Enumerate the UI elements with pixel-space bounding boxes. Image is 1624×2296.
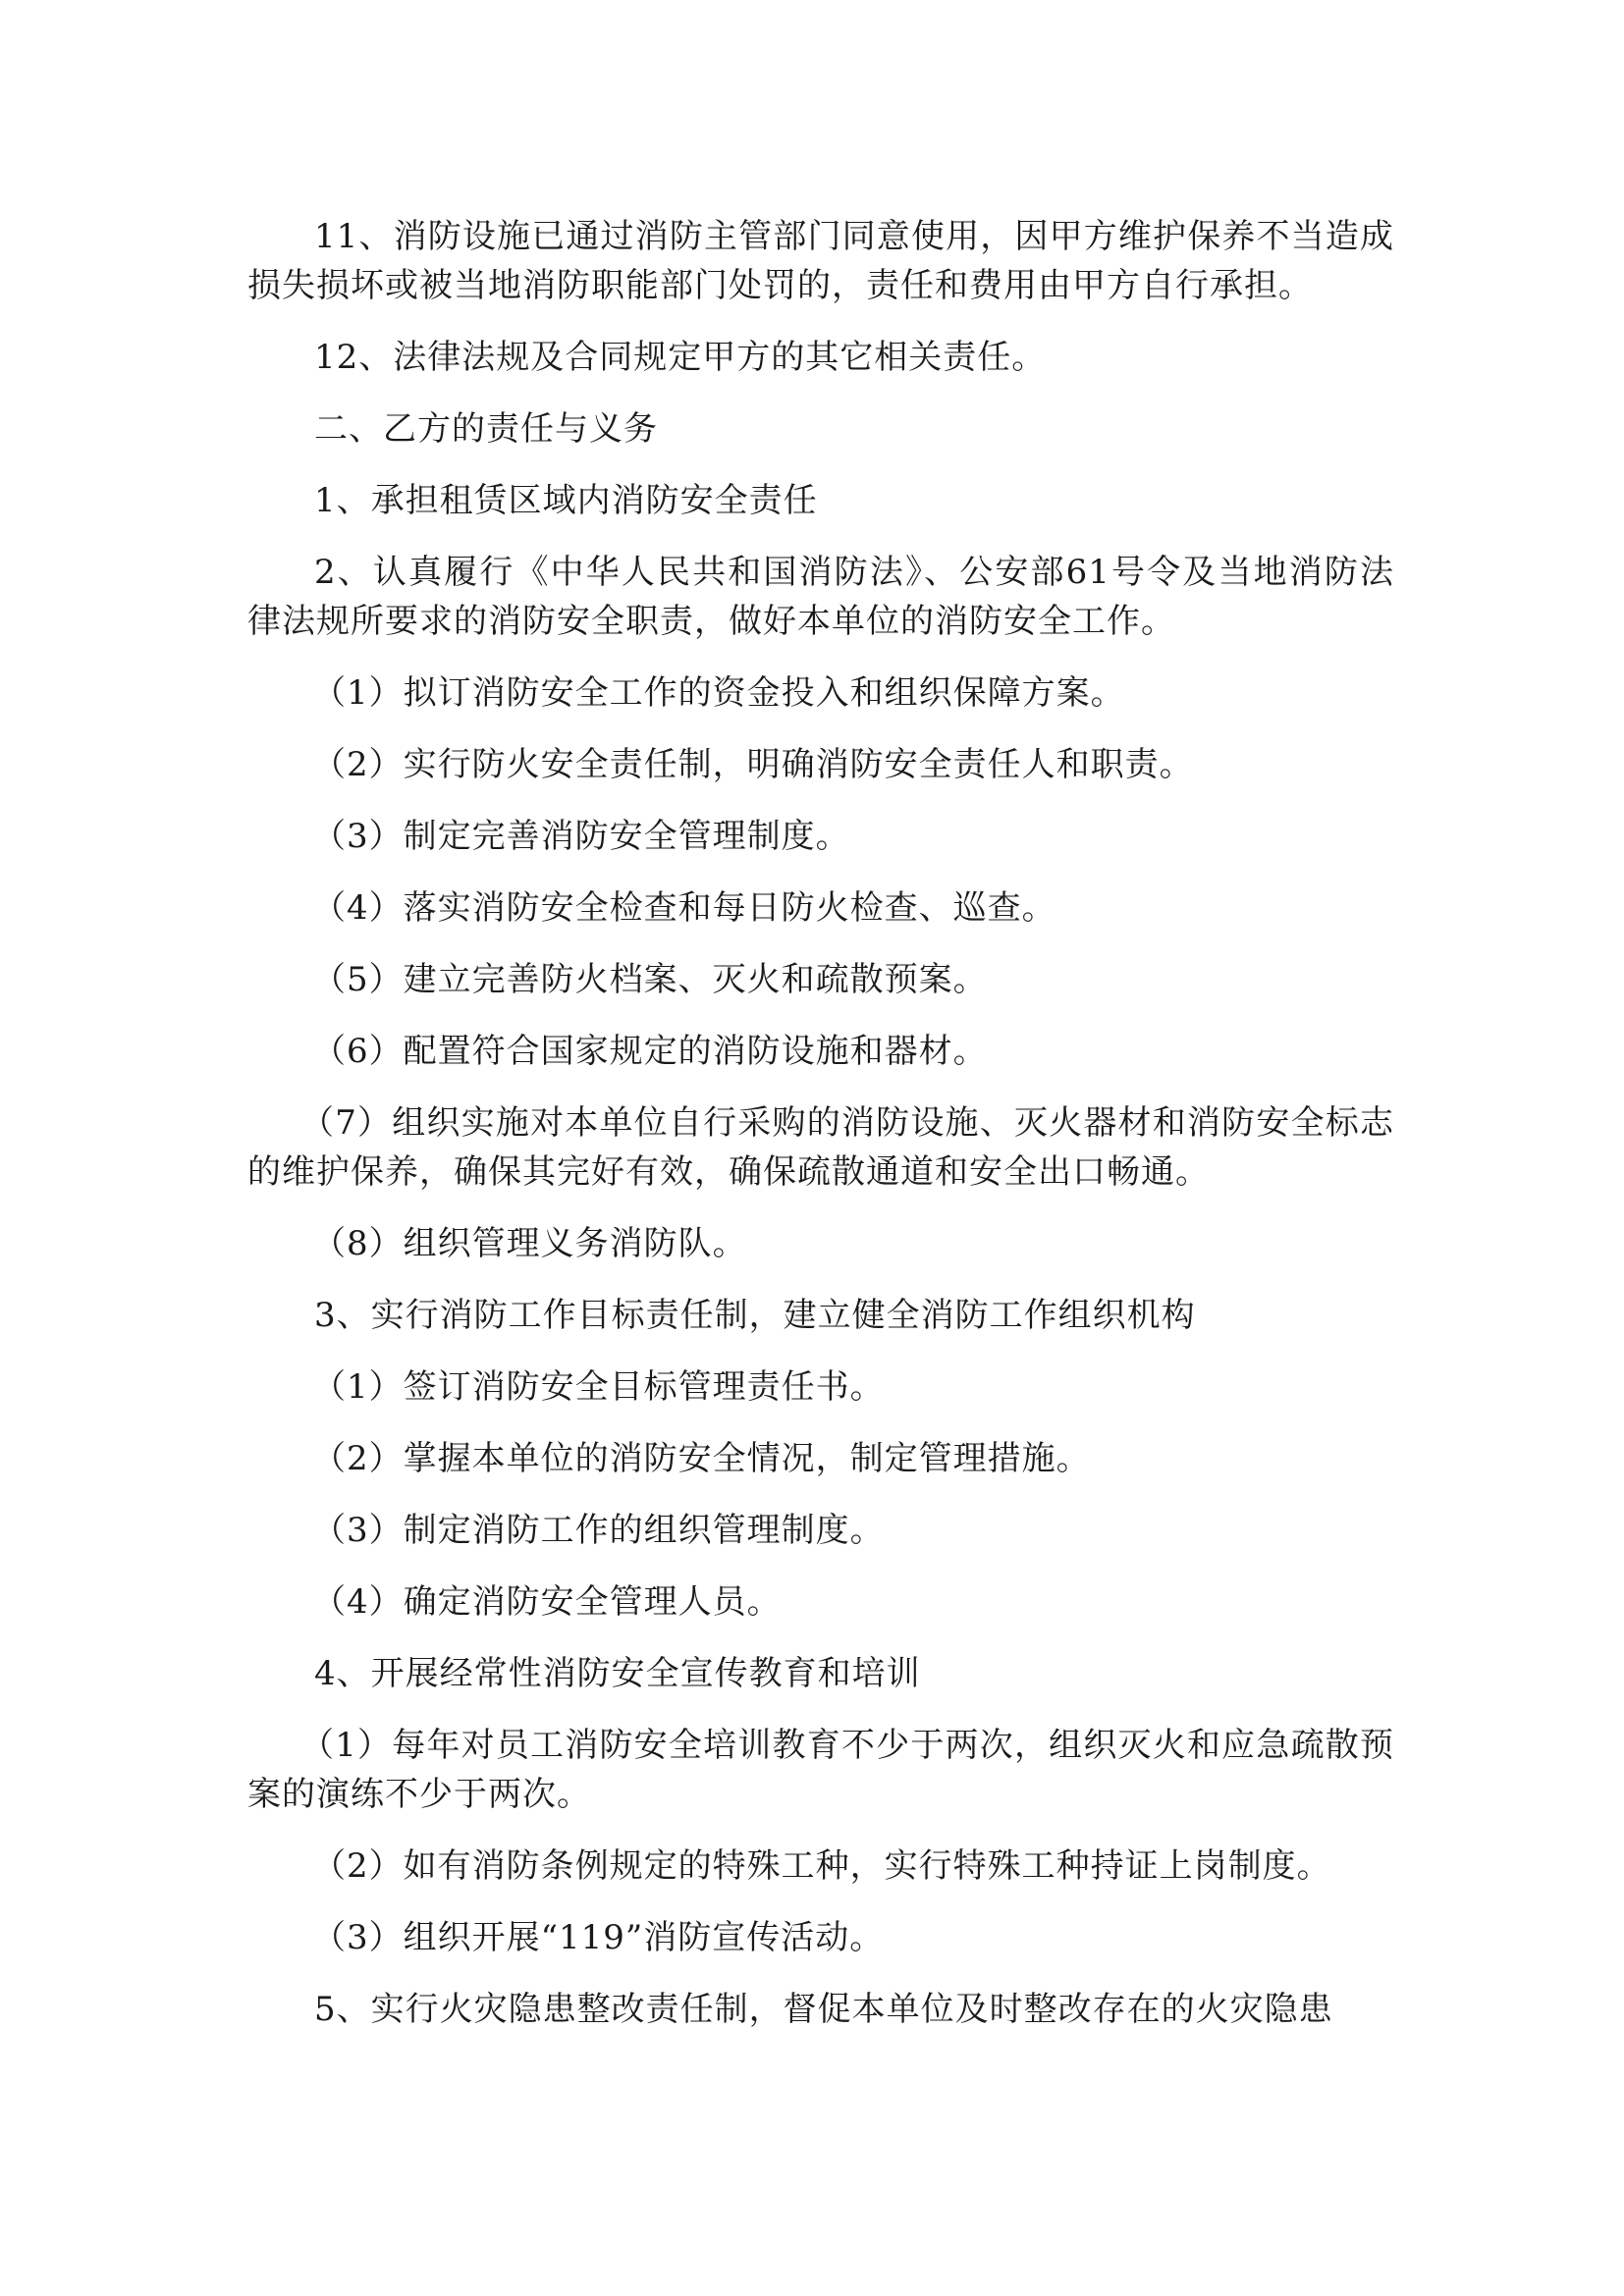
sub-item-2-4: （4）落实消防安全检查和每日防火检查、巡查。 xyxy=(312,888,1056,928)
section-heading-party-b: 二、乙方的责任与义务 xyxy=(314,409,658,449)
paragraph-item-2: 2、认真履行《中华人民共和国消防法》、公安部61号令及当地消防法律法规所要求的消防安全职责，做好本单位的消防安全工作。 xyxy=(247,553,1394,641)
paragraph-item-4: 4、开展经常性消防安全宣传教育和培训 xyxy=(314,1654,921,1693)
sub-item-3-4: （4）确定消防安全管理人员。 xyxy=(312,1582,782,1622)
sub-item-2-7: （7）组织实施对本单位自行采购的消防设施、灭火器材和消防安全标志的维护保养，确保其完好有效，确保疏散通道和安全出口畅通。 xyxy=(247,1103,1394,1192)
paragraph-item-12: 12、法律法规及合同规定甲方的其它相关责任。 xyxy=(314,338,1047,377)
sub-item-2-3: （3）制定完善消防安全管理制度。 xyxy=(312,817,850,856)
sub-item-4-2: （2）如有消防条例规定的特殊工种，实行特殊工种持证上岗制度。 xyxy=(312,1846,1331,1886)
sub-item-3-1: （1）签订消防安全目标管理责任书。 xyxy=(312,1367,885,1407)
sub-item-4-3: （3）组织开展“119”消防宣传活动。 xyxy=(312,1918,885,1957)
paragraph-item-1: 1、承担租赁区域内消防安全责任 xyxy=(314,481,818,520)
sub-item-2-5: （5）建立完善防火档案、灭火和疏散预案。 xyxy=(312,960,988,999)
sub-item-2-8: （8）组织管理义务消防队。 xyxy=(312,1224,747,1263)
sub-item-2-1: （1）拟订消防安全工作的资金投入和组织保障方案。 xyxy=(312,673,1125,713)
sub-item-2-6: （6）配置符合国家规定的消防设施和器材。 xyxy=(312,1032,988,1071)
sub-item-3-3: （3）制定消防工作的组织管理制度。 xyxy=(312,1511,885,1550)
paragraph-item-3: 3、实行消防工作目标责任制，建立健全消防工作组织机构 xyxy=(314,1296,1196,1335)
sub-item-2-2: （2）实行防火安全责任制，明确消防安全责任人和职责。 xyxy=(312,745,1194,784)
sub-item-3-2: （2）掌握本单位的消防安全情况，制定管理措施。 xyxy=(312,1439,1091,1478)
paragraph-item-11: 11、消防设施已通过消防主管部门同意使用，因甲方维护保养不当造成损失损坏或被当地消防职能部门处罚的，责任和费用由甲方自行承担。 xyxy=(247,217,1394,305)
paragraph-item-5: 5、实行火灾隐患整改责任制，督促本单位及时整改存在的火灾隐患 xyxy=(314,1990,1333,2029)
sub-item-4-1: （1）每年对员工消防安全培训教育不少于两次，组织灭火和应急疏散预案的演练不少于两次。 xyxy=(247,1726,1394,1814)
document-page xyxy=(247,212,1394,2056)
